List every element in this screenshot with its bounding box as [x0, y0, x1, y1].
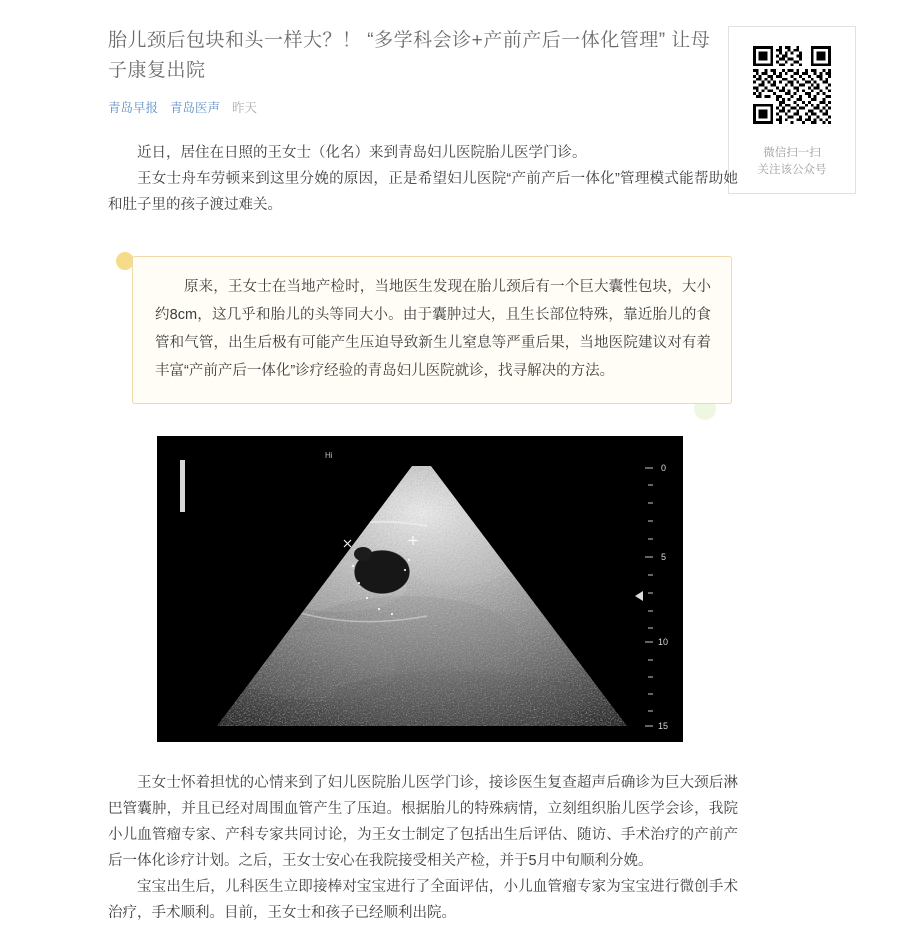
qr-caption-line1: 微信扫一扫	[763, 147, 821, 159]
wechat-qr-card	[728, 26, 856, 194]
publish-time: 昨天	[232, 101, 258, 115]
article-header	[108, 26, 728, 116]
paragraph-1: 近日，居住在日照的王女士（化名）来到青岛妇儿医院胎儿医学门诊。	[137, 145, 587, 161]
paragraph-4: 宝宝出生后，儿科医生立即接棒对宝宝进行了全面评估，小儿血管瘤专家为宝宝进行微创手术治疗，手术顺利。目前，王女士和孩子已经顺利出院。	[108, 879, 738, 921]
intro-paragraphs	[108, 140, 738, 218]
depth-label-10: 10	[658, 637, 669, 647]
depth-label-15: 15	[658, 721, 669, 731]
qr-caption	[729, 145, 855, 179]
ultrasound-svg	[157, 436, 683, 742]
depth-label-0: 0	[661, 463, 667, 473]
paragraph-3: 王女士怀着担忧的心情来到了妇儿医院胎儿医学门诊，接诊医生复查超声后确诊为巨大颈后淋巴管囊肿，并且已经对周围血管产生了压迫。根据胎儿的特殊病情，立刻组织胎儿医学会诊，我院小儿血管瘤专家、产科专家共同讨论，为王女士制定了包括出生后评估、随访、手术治疗的产前产后一体化诊疗计划。之后，王女士安心在我院接受相关产检，并于5月中旬顺利分娩。	[108, 775, 738, 869]
closing-paragraphs	[108, 770, 738, 926]
article-meta	[108, 98, 728, 116]
scan-label-top: Hi	[325, 451, 333, 460]
paragraph-2: 王女士舟车劳顿来到这里分娩的原因，正是希望妇儿医院“产前产后一体化”管理模式能帮助她和肚子里的孩子渡过难关。	[108, 171, 738, 213]
depth-label-5: 5	[661, 552, 667, 562]
ultrasound-image	[157, 436, 683, 742]
source-secondary-link[interactable]: 青岛医声	[170, 101, 221, 115]
qr-code-icon	[750, 43, 834, 127]
qr-caption-line2: 关注该公众号	[757, 164, 827, 176]
callout-text: 原来，王女士在当地产检时，当地医生发现在胎儿颈后有一个巨大囊性包块，大小约8cm，这几乎和胎儿的头等同大小。由于囊肿过大，且生长部位特殊，靠近胎儿的食管和气管，出生后极有可能产生压迫导致新生儿窒息等严重后果，当地医院建议对有着丰富“产前产后一体化”诊疗经验的青岛妇儿医院就诊，找寻解决的方法。	[155, 279, 711, 379]
page-title: 胎儿颈后包块和头一样大？！ “多学科会诊+产前产后一体化管理” 让母子康复出院	[108, 30, 711, 81]
source-primary-link[interactable]: 青岛早报	[108, 101, 159, 115]
callout-box	[132, 256, 732, 404]
